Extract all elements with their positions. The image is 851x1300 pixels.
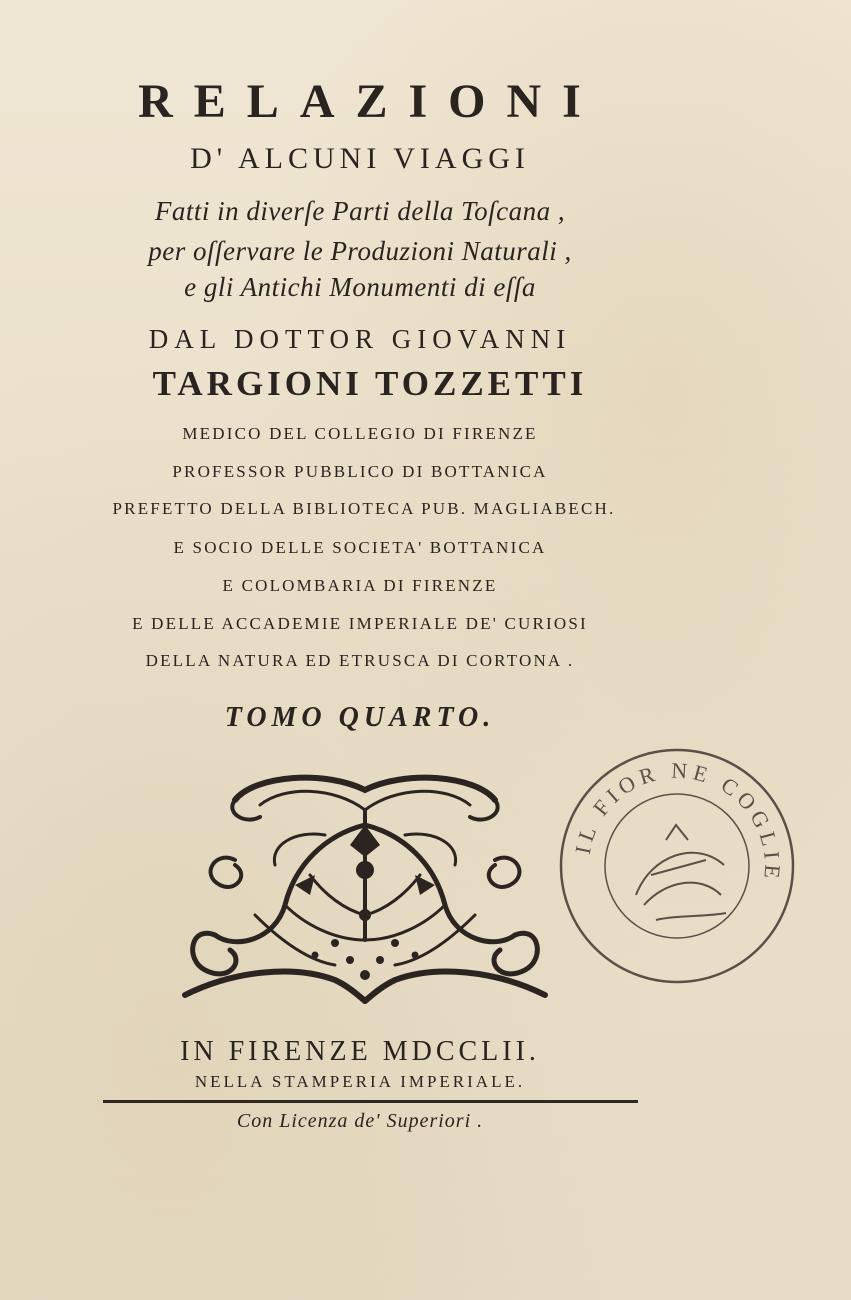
credential-line: PROFESSOR PUBBLICO DI BOTTANICA: [172, 462, 548, 481]
stamp-legend: IL FIOR NE COGLIE: [569, 757, 786, 885]
author-name: TARGIONI TOZZETTI: [152, 364, 588, 403]
credential-line: E DELLE ACCADEMIE IMPERIALE DE' CURIOSI: [132, 614, 588, 633]
printers-ornament-icon: [175, 765, 555, 1010]
description-line-3: e gli Antichi Monumenti di eſſa: [184, 272, 536, 302]
credential-line: PREFETTO DELLA BIBLIOTECA PUB. MAGLIABECH.: [112, 499, 616, 518]
stamp-emblem-icon: [636, 825, 726, 920]
license-line: Con Licenza de' Superiori .: [236, 1110, 484, 1132]
imprint-printer: NELLA STAMPERIA IMPERIALE.: [194, 1072, 526, 1091]
volume-label: TOMO QUARTO.: [224, 702, 496, 733]
credential-line: DELLA NATURA ED ETRUSCA DI CORTONA .: [145, 651, 575, 670]
description-line-2: per oſſervare le Produzioni Naturali ,: [148, 236, 572, 266]
author-intro: DAL DOTTOR GIOVANNI: [148, 324, 572, 354]
library-stamp: [556, 745, 798, 987]
book-title: RELAZIONI: [138, 75, 602, 128]
book-subtitle: D' ALCUNI VIAGGI: [190, 142, 530, 175]
description-line-1: Fatti in diverſe Parti della Toſcana ,: [154, 196, 566, 226]
imprint-place-year: IN FIRENZE MDCCLII.: [180, 1036, 540, 1067]
credential-line: E COLOMBARIA DI FIRENZE: [222, 576, 498, 595]
divider-rule: [103, 1100, 638, 1103]
credential-line: E SOCIO DELLE SOCIETA' BOTTANICA: [173, 538, 547, 557]
credential-line: MEDICO DEL COLLEGIO DI FIRENZE: [182, 424, 538, 443]
